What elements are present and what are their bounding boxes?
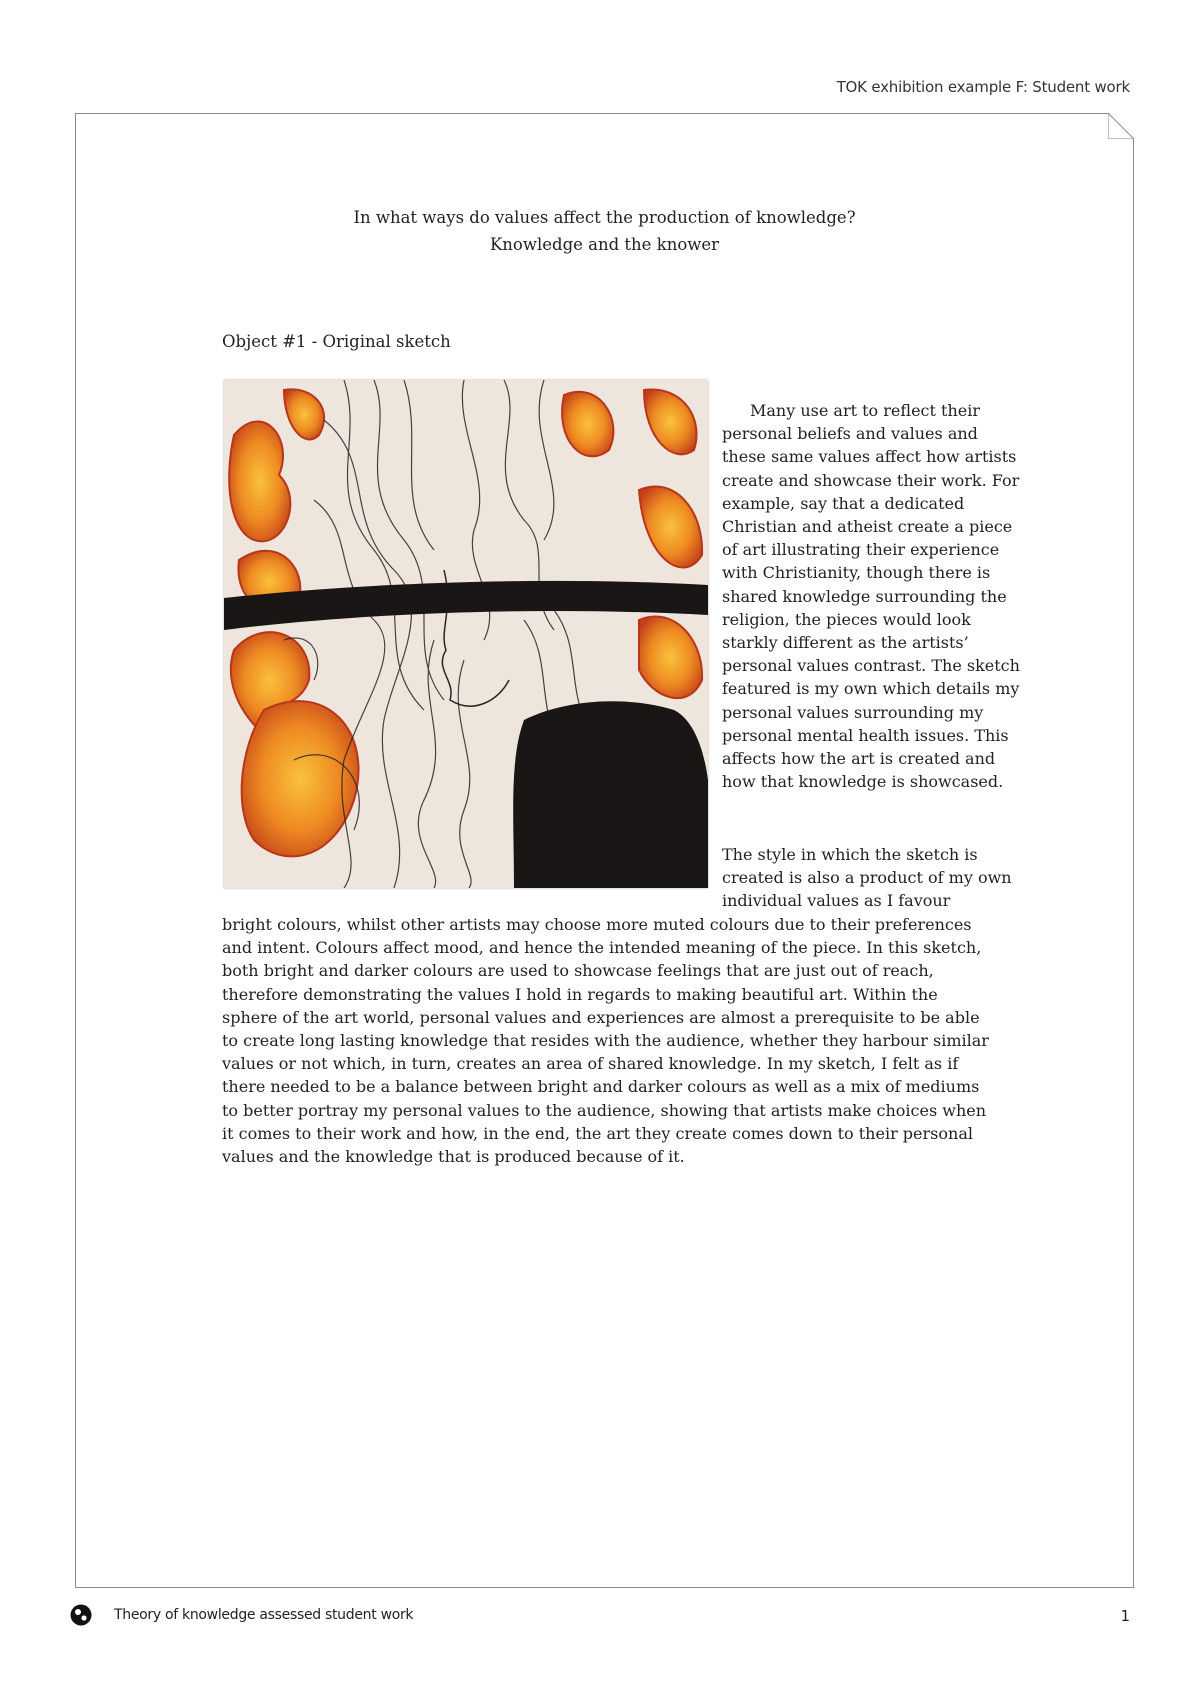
side-paragraph-continued: The style in which the sketch is created is also a product of my own individual values as I favour [722,845,1012,911]
object-sketch-image [224,380,708,888]
prompt-theme: Knowledge and the knower [489,235,720,254]
footer-title: Theory of knowledge assessed student work [114,1607,414,1623]
running-header: TOK exhibition example F: Student work [836,78,1130,96]
body-paragraph: bright colours, whilst other artists may choose more muted colours due to their preferences and intent. Colours affect mood, and hence the intended meaning of the piece. In this sketch, both bright and darker colours are used to showcase feelings that are just out of reach, therefore demonstrating the values I hold in regards to making beautiful art. Within the sphere of the art world, personal values and experiences are almost a prerequisite to be able to create long lasting knowledge that resides with the audience, whether they harbour similar values or not which, in turn, creates an area of shared knowledge. In my sketch, I felt as if there needed to be a balance between bright and darker colours as well as a mix of mediums to better portray my personal values to the audience, showing that artists make choices when it comes to their work and how, in the end, the art they create comes down to their personal values and the knowledge that is produced because of it. [222,915,989,1167]
page-frame [75,113,1134,1588]
exhibition-prompt [76,204,1133,258]
object-label: Object #1 - Original sketch [222,332,451,351]
page-footer [70,1604,1130,1628]
ib-logo-icon [70,1604,92,1626]
prompt-question: In what ways do values affect the production of knowledge? [353,208,856,227]
page-corner-fold [1108,113,1134,139]
side-paragraph: Many use art to reflect their personal beliefs and values and these same values affect how artists create and showcase their work. For example, say that a dedicated Christian and atheist create a piece of art illustrating their experience with Christianity, though there is shared knowledge surrounding the religion, the pieces would look starkly different as the artists’ personal values contrast. The sketch featured is my own which details my personal values surrounding my personal mental health issues. This affects how the art is created and how that knowledge is showcased. [722,401,1020,792]
page-number: 1 [1120,1607,1130,1625]
